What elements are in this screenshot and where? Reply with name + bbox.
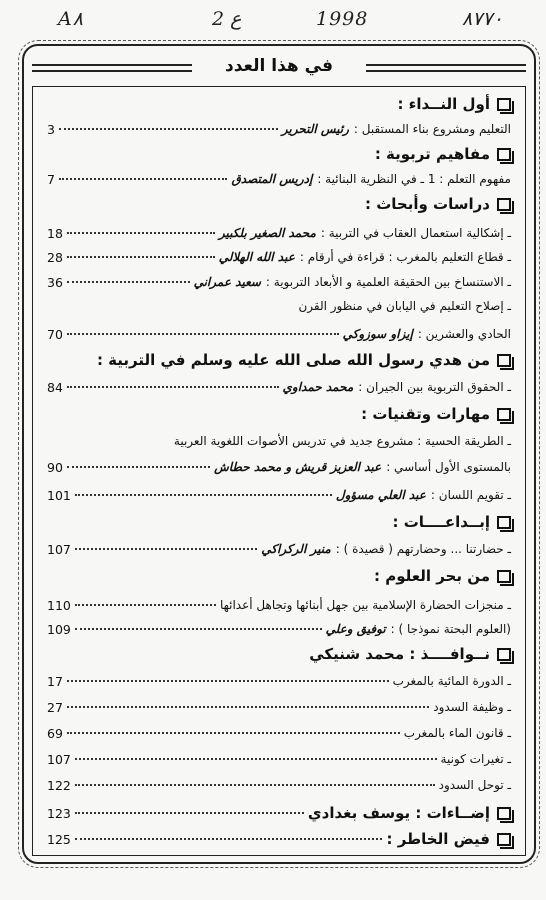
toc-entry[interactable] xyxy=(47,723,511,743)
entry-text: الحادي والعشرين : xyxy=(417,327,511,341)
entry-text: ـ قانون الماء بالمغرب xyxy=(403,726,511,740)
entry-page: 18 xyxy=(47,225,63,241)
checkbox-icon xyxy=(497,148,511,161)
checkbox-icon xyxy=(497,807,511,820)
dot-leader xyxy=(67,732,400,734)
entry-page: 122 xyxy=(47,777,71,793)
entry-text: مفهوم التعلم : 1 ـ في النظرية البنائية : xyxy=(317,172,511,186)
handwritten-code: ۸۷۷۰ xyxy=(462,8,503,30)
toc-entry[interactable] xyxy=(47,296,511,316)
toc-entry[interactable] xyxy=(47,749,511,769)
section-heading[interactable] xyxy=(374,567,511,585)
entry-text: ـ حضارتنا ... وحضارتهم ( قصيدة ) : xyxy=(335,542,511,556)
dot-leader xyxy=(59,178,228,180)
section-heading[interactable] xyxy=(309,645,511,663)
entry-page: 90 xyxy=(47,459,63,475)
checkbox-icon xyxy=(497,198,511,211)
toc-entry[interactable] xyxy=(47,595,511,615)
section-title: من هدي رسول الله صلى الله عليه وسلم في التربية : xyxy=(96,351,490,369)
toc-header xyxy=(32,58,526,82)
entry-author: توفيق وعلي xyxy=(325,622,386,636)
checkbox-icon xyxy=(497,516,511,529)
entry-author: محمد الصغير بلكبير xyxy=(218,226,316,240)
entry-text: التعليم ومشروع بناء المستقبل : xyxy=(353,122,511,136)
checkbox-icon xyxy=(497,833,511,846)
header-rule-right xyxy=(366,64,526,72)
toc-entry[interactable] xyxy=(47,619,511,639)
dot-leader xyxy=(75,604,216,606)
entry-page: 109 xyxy=(47,621,71,637)
toc-entry[interactable] xyxy=(47,247,511,267)
section-heading[interactable] xyxy=(375,145,511,163)
dot-leader xyxy=(75,548,257,550)
entry-text: ـ توحل السدود xyxy=(438,778,511,792)
handwritten-note-1: A۸ xyxy=(58,8,83,30)
dot-leader xyxy=(67,256,215,258)
section-heading[interactable] xyxy=(47,803,511,823)
entry-author: سعيد عمراني xyxy=(193,275,261,289)
entry-page: 107 xyxy=(47,541,71,557)
checkbox-icon xyxy=(497,408,511,421)
entry-author: منير الركراكي xyxy=(261,542,331,556)
toc-list xyxy=(32,86,526,856)
entry-author: محمد حمداوي xyxy=(282,380,354,394)
toc-entry[interactable] xyxy=(47,431,511,451)
section-title: مفاهيم تربوية : xyxy=(374,145,490,163)
dot-leader xyxy=(67,281,190,283)
toc-entry[interactable] xyxy=(47,775,511,795)
entry-text: ـ وظيفة السدود xyxy=(433,700,511,714)
section-title: إبــداعــــات : xyxy=(392,513,490,531)
dot-leader xyxy=(67,232,215,234)
section-heading[interactable] xyxy=(47,829,511,849)
entry-page: 36 xyxy=(47,274,63,290)
entry-page: 107 xyxy=(47,751,71,767)
section-heading[interactable] xyxy=(392,513,511,531)
entry-author: عبد العزيز قريش و محمد حطاش xyxy=(214,460,382,474)
section-page: 123 xyxy=(47,805,71,821)
dot-leader xyxy=(67,706,429,708)
dot-leader xyxy=(75,812,304,814)
entry-text: ـ الاستنساخ بين الحقيقة العلمية و الأبعاد التربوية : xyxy=(265,275,511,289)
dot-leader xyxy=(75,758,437,760)
section-title: فيض الخاطر : xyxy=(386,830,490,848)
dot-leader xyxy=(75,784,435,786)
toc-entry[interactable] xyxy=(47,119,511,139)
dot-leader xyxy=(67,466,210,468)
entry-author: عبد العلي مسؤول xyxy=(335,488,426,502)
section-heading[interactable] xyxy=(365,195,511,213)
dot-leader xyxy=(75,838,383,840)
entry-page: 69 xyxy=(47,725,63,741)
handwritten-note-2: 2 ع xyxy=(212,8,242,30)
section-title: مهارات وتقنيات : xyxy=(361,405,490,423)
checkbox-icon xyxy=(497,570,511,583)
entry-author: إدريس المتصدق xyxy=(231,172,313,186)
entry-page: 84 xyxy=(47,379,63,395)
entry-author: رئيس التحرير xyxy=(281,122,349,136)
entry-text: ـ الدورة المائية بالمغرب xyxy=(392,674,511,688)
entry-page: 3 xyxy=(47,121,55,137)
toc-entry[interactable] xyxy=(47,539,511,559)
section-title: دراسات وأبحاث : xyxy=(365,195,490,213)
dot-leader xyxy=(67,333,339,335)
toc-entry[interactable] xyxy=(47,697,511,717)
entry-text: ـ تقويم اللسان : xyxy=(430,488,511,502)
section-title: من بحر العلوم : xyxy=(374,567,490,585)
toc-entry[interactable] xyxy=(47,671,511,691)
dot-leader xyxy=(75,494,332,496)
toc-entry[interactable] xyxy=(47,169,511,189)
dot-leader xyxy=(59,128,278,130)
entry-text: ـ قطاع التعليم بالمغرب : قراءة في أرقام : xyxy=(299,250,511,264)
handwritten-year: 1998 xyxy=(316,8,369,30)
entry-page: 110 xyxy=(47,597,71,613)
dot-leader xyxy=(67,680,389,682)
entry-text: ـ تغيرات كونية xyxy=(440,752,511,766)
section-title: نــوافــــذ : محمد شنيكي xyxy=(309,645,490,663)
checkbox-icon xyxy=(497,354,511,367)
entry-author: عبد الله الهلالي xyxy=(218,250,295,264)
toc-entry[interactable] xyxy=(47,223,511,243)
section-heading[interactable] xyxy=(397,95,511,113)
toc-entry[interactable] xyxy=(47,457,511,477)
dot-leader xyxy=(75,628,322,630)
entry-page: 7 xyxy=(47,171,55,187)
checkbox-icon xyxy=(497,98,511,111)
section-heading[interactable] xyxy=(361,405,511,423)
toc-entry[interactable] xyxy=(47,485,511,505)
toc-entry[interactable] xyxy=(47,324,511,344)
toc-entry[interactable] xyxy=(47,377,511,397)
entry-text: ـ إصلاح التعليم في اليابان في منظور القرن xyxy=(298,299,511,313)
entry-page: 101 xyxy=(47,487,71,503)
entry-text: بالمستوى الأول أساسي : xyxy=(386,460,511,474)
entry-page: 70 xyxy=(47,326,63,342)
section-title: إضــاءات : يوسف بغدادي xyxy=(307,804,490,822)
entry-page: 28 xyxy=(47,249,63,265)
entry-author: إيزاو سوزوكي xyxy=(342,327,413,341)
entry-text: ـ الطريقة الحسية : مشروع جديد في تدريس الأصوات اللغوية العربية xyxy=(173,434,511,448)
page-title: في هذا العدد xyxy=(225,56,333,76)
section-title: أول النــداء : xyxy=(397,95,490,113)
section-page: 125 xyxy=(47,831,71,847)
entry-page: 27 xyxy=(47,699,63,715)
entry-page: 17 xyxy=(47,673,63,689)
checkbox-icon xyxy=(497,648,511,661)
toc-entry[interactable] xyxy=(47,272,511,292)
entry-text: ـ إشكالية استعمال العقاب في التربية : xyxy=(320,226,511,240)
entry-text: ـ الحقوق التربوية بين الجيران : xyxy=(358,380,511,394)
entry-text: ـ منجزات الحضارة الإسلامية بين جهل أبنائها وتجاهل أعدائها xyxy=(219,598,511,612)
entry-text: (العلوم البحتة نموذجا ) : xyxy=(390,622,511,636)
section-heading[interactable] xyxy=(97,351,511,369)
dot-leader xyxy=(67,386,279,388)
